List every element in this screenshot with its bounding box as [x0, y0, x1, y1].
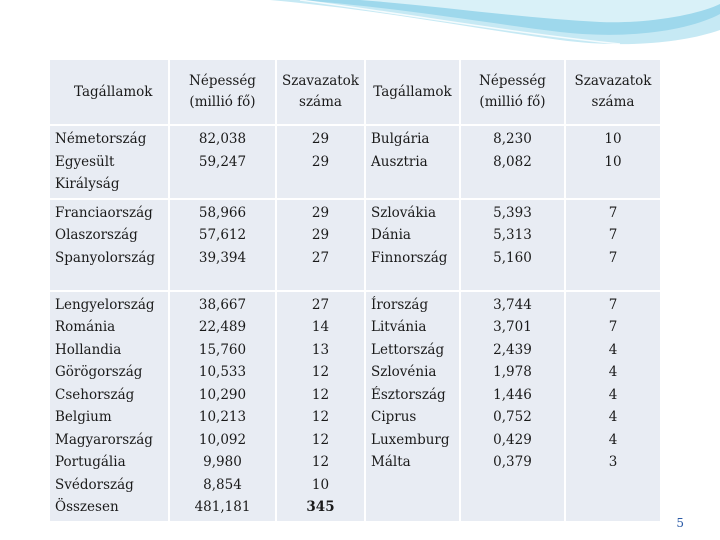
member-state-name: Görögország: [55, 364, 143, 380]
vote-count: 10: [604, 131, 622, 147]
member-state-name: Málta: [371, 454, 411, 470]
vote-count: 7: [608, 319, 618, 335]
vote-values-left: [277, 126, 364, 198]
population-values-right: [461, 292, 564, 521]
member-state-name: Egyesült Királyság: [55, 153, 120, 192]
member-state-name: Portugália: [55, 454, 126, 470]
vote-count: 4: [608, 431, 618, 448]
header-votes-left: Szavazatok száma: [277, 60, 364, 124]
vote-count: 27: [311, 249, 330, 266]
population-values-left: [170, 200, 275, 290]
vote-count: 10: [604, 153, 622, 170]
population-value: 8,082: [493, 153, 532, 170]
population-value: 82,038: [198, 131, 247, 147]
member-state-name: Spanyolország: [55, 249, 156, 266]
vote-count: 13: [311, 341, 330, 358]
vote-count: 7: [608, 227, 618, 243]
member-state-name: Hollandia: [55, 341, 122, 358]
member-state-name: Lettország: [371, 341, 445, 358]
member-state-name: Belgium: [55, 409, 112, 425]
vote-count: 12: [311, 454, 330, 470]
vote-values-left: [277, 292, 364, 521]
member-state-names-right: [366, 126, 459, 198]
population-value: 0,379: [493, 454, 532, 470]
member-state-names-right: [366, 200, 459, 290]
population-value: 22,489: [198, 319, 247, 335]
population-value: 5,393: [493, 204, 532, 221]
member-state-name: Magyarország: [55, 431, 153, 448]
population-value: 5,160: [493, 249, 532, 266]
header-population-left: Népesség (millió fő): [170, 60, 275, 124]
population-values-left: [170, 126, 275, 198]
population-value: 15,760: [198, 341, 247, 358]
population-values-right: [461, 200, 564, 290]
population-value: 10,092: [198, 431, 247, 448]
population-value: 38,667: [198, 296, 247, 313]
population-value: 0,429: [493, 431, 532, 448]
vote-count: 12: [311, 364, 330, 380]
vote-count: 4: [608, 364, 618, 380]
member-state-name: Lengyelország: [55, 296, 155, 313]
vote-count: 14: [311, 319, 330, 335]
header-votes-right: Szavazatok száma: [566, 60, 660, 124]
vote-count: 4: [608, 341, 618, 358]
vote-count: 4: [608, 409, 618, 425]
vote-count: 12: [311, 431, 330, 448]
population-values-left: [170, 292, 275, 521]
population-value: 57,612: [198, 227, 247, 243]
population-value: 10,213: [198, 409, 247, 425]
member-state-name: Litvánia: [371, 319, 427, 335]
population-value: 1,446: [493, 386, 532, 403]
population-value: 8,230: [493, 131, 532, 147]
header-population-right: Népesség (millió fő): [461, 60, 564, 124]
table-row: [50, 292, 660, 521]
population-value: 59,247: [198, 153, 247, 170]
vote-count: 12: [311, 409, 330, 425]
decorative-wave-banner: [0, 0, 720, 60]
member-state-names-left: [50, 126, 168, 198]
member-state-names-left: [50, 292, 168, 521]
population-value: 9,980: [203, 454, 242, 470]
vote-count: 29: [311, 204, 330, 221]
member-state-names-right: [366, 292, 459, 521]
population-value: 58,966: [198, 204, 247, 221]
vote-count: 345: [306, 499, 335, 515]
vote-count: 7: [608, 249, 618, 266]
vote-count: 12: [311, 386, 330, 403]
member-state-name: Szlovákia: [371, 204, 437, 221]
vote-count: 10: [311, 476, 330, 493]
member-state-name: Észtország: [371, 386, 446, 403]
member-state-name: Összesen: [55, 499, 119, 515]
member-state-name: Ciprus: [371, 409, 417, 425]
member-state-name: Svédország: [55, 476, 134, 493]
population-value: 10,533: [198, 364, 247, 380]
population-value: 8,854: [203, 476, 242, 493]
member-state-name: Ausztria: [371, 153, 428, 170]
population-value: 481,181: [194, 499, 251, 515]
header-member-states-left: Tagállamok: [50, 60, 168, 124]
table-row: [50, 200, 660, 290]
population-value: 3,744: [493, 296, 532, 313]
population-value: 10,290: [198, 386, 247, 403]
member-state-name: Luxemburg: [371, 431, 450, 448]
member-state-name: Dánia: [371, 227, 411, 243]
vote-count: 4: [608, 386, 618, 403]
header-member-states-right: Tagállamok: [366, 60, 459, 124]
vote-count: 29: [311, 227, 330, 243]
vote-values-right: [566, 200, 660, 290]
population-value: 0,752: [493, 409, 532, 425]
member-state-names-left: [50, 200, 168, 290]
member-state-name: Csehország: [55, 386, 135, 403]
member-state-name: Szlovénia: [371, 364, 437, 380]
vote-count: 29: [311, 153, 330, 170]
vote-count: 3: [608, 454, 618, 470]
population-value: 5,313: [493, 227, 532, 243]
vote-count: 7: [608, 204, 618, 221]
vote-count: 29: [311, 131, 330, 147]
page-number: 5: [676, 516, 684, 530]
table-header-row: [50, 60, 660, 124]
member-state-name: Finnország: [371, 249, 448, 266]
vote-values-right: [566, 292, 660, 521]
population-value: 3,701: [493, 319, 532, 335]
vote-count: 7: [608, 296, 618, 313]
population-value: 1,978: [493, 364, 532, 380]
member-state-name: Németország: [55, 131, 147, 147]
member-states-table: [48, 58, 662, 523]
vote-values-left: [277, 200, 364, 290]
population-value: 39,394: [198, 249, 247, 266]
member-state-name: Bulgária: [371, 131, 430, 147]
table-row: [50, 126, 660, 198]
member-state-name: Olaszország: [55, 227, 138, 243]
vote-count: 27: [311, 296, 330, 313]
population-value: 2,439: [493, 341, 532, 358]
member-state-name: Románia: [55, 319, 116, 335]
member-state-name: Franciaország: [55, 204, 153, 221]
population-values-right: [461, 126, 564, 198]
member-state-name: Írország: [371, 296, 429, 313]
vote-values-right: [566, 126, 660, 198]
